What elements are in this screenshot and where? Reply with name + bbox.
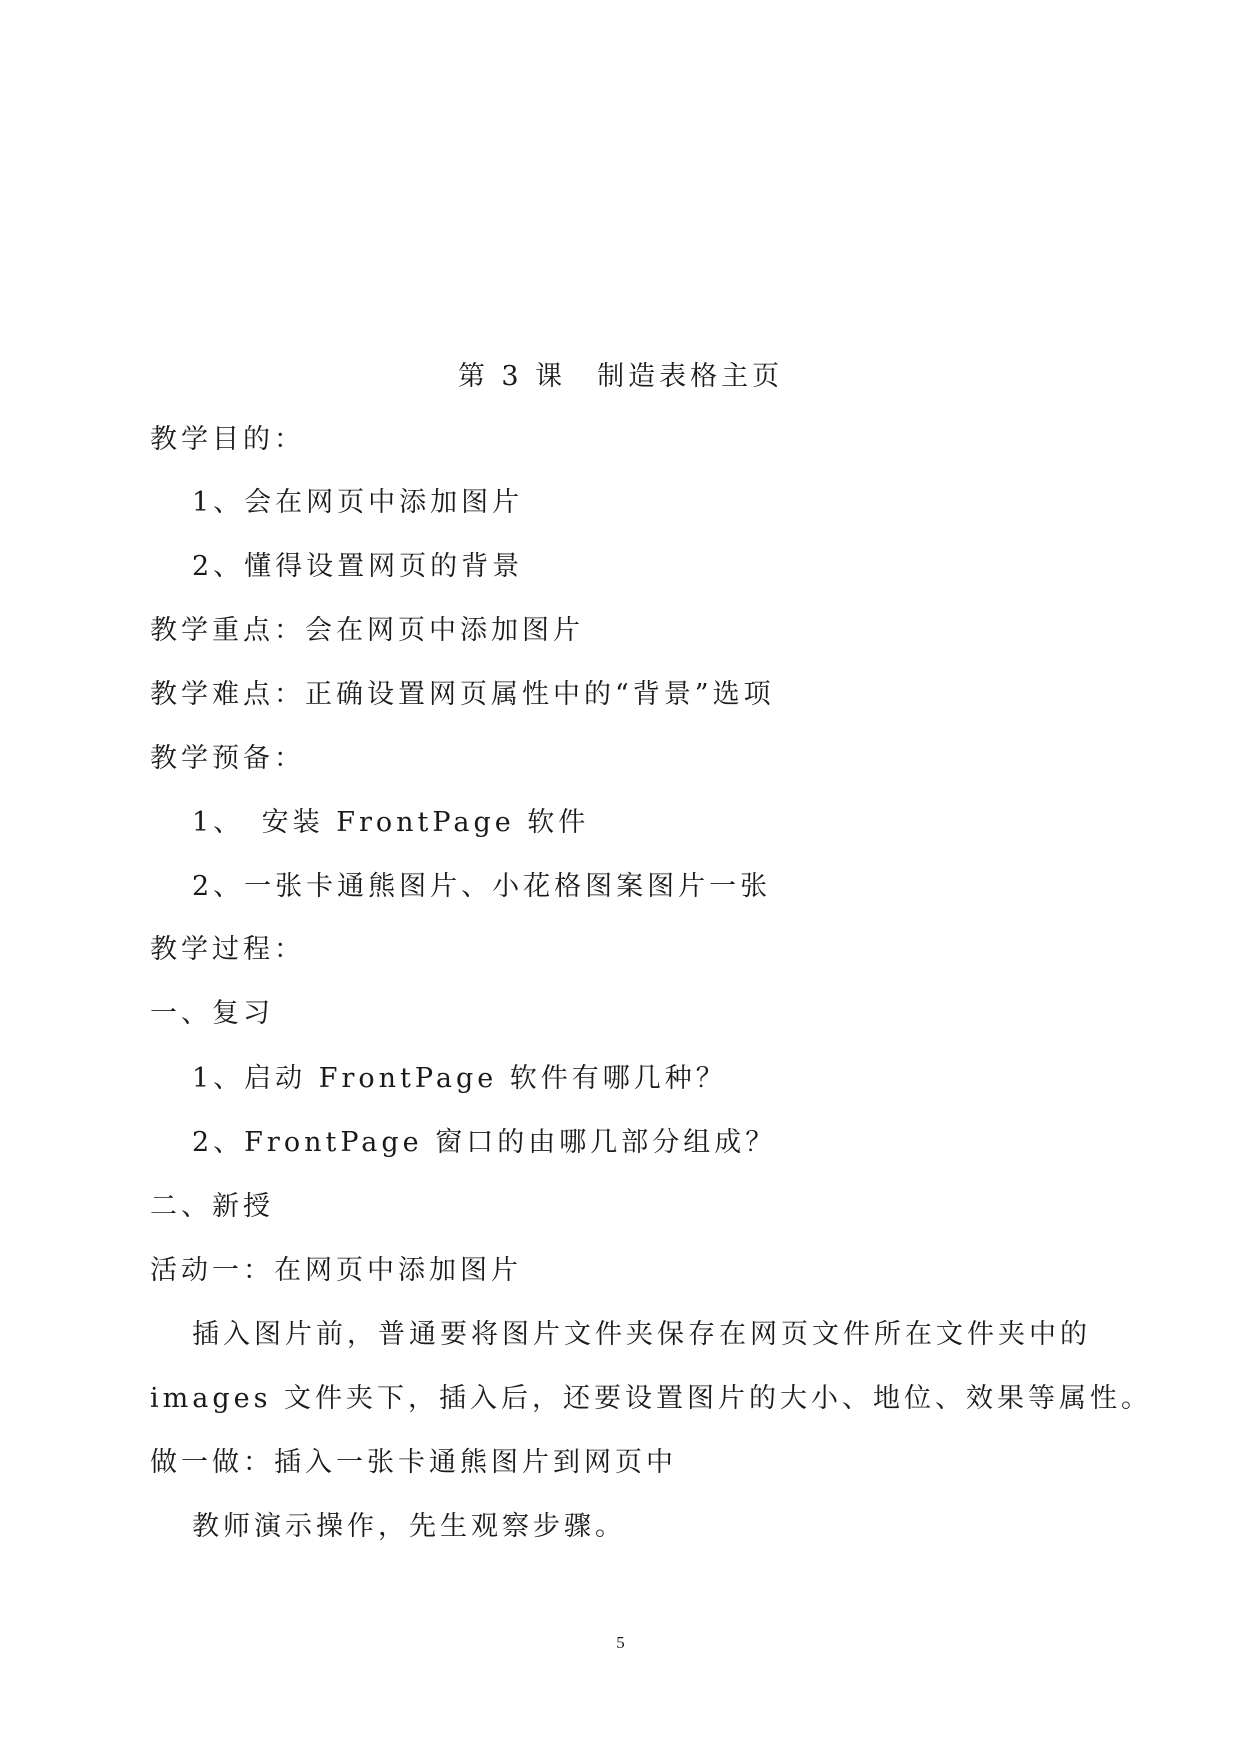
teaching-key-point: 教学重点：会在网页中添加图片 <box>150 615 584 646</box>
preparation-item-2: 2、一张卡通熊图片、小花格图案图片一张 <box>192 871 772 902</box>
review-section-heading: 一、复习 <box>150 998 274 1029</box>
preparation-item-1: 1、 安装 FrontPage 软件 <box>192 807 590 838</box>
teaching-difficulty: 教学难点：正确设置网页属性中的“背景”选项 <box>150 679 775 710</box>
activity-one-heading: 活动一：在网页中添加图片 <box>150 1255 522 1286</box>
teaching-process-heading: 教学过程： <box>150 934 305 965</box>
new-lesson-heading: 二、新授 <box>150 1191 274 1222</box>
objective-item-1: 1、会在网页中添加图片 <box>192 487 524 518</box>
review-question-2: 2、FrontPage 窗口的由哪几部分组成？ <box>192 1127 777 1158</box>
teaching-preparation-heading: 教学预备： <box>150 743 305 774</box>
objective-item-2: 2、懂得设置网页的背景 <box>192 551 524 582</box>
paragraph-line-2: images 文件夹下，插入后，还要设置图片的大小、地位、效果等属性。 <box>150 1383 1153 1414</box>
teaching-objective-heading: 教学目的： <box>150 424 305 455</box>
review-question-1: 1、启动 FrontPage 软件有哪几种？ <box>192 1063 727 1094</box>
lesson-title: 第 3 课 制造表格主页 <box>457 361 784 392</box>
teacher-demo-line: 教师演示操作，先生观察步骤。 <box>192 1511 626 1542</box>
practice-task: 做一做：插入一张卡通熊图片到网页中 <box>150 1447 677 1478</box>
paragraph-line-1: 插入图片前，普通要将图片文件夹保存在网页文件所在文件夹中的 <box>192 1319 1091 1350</box>
page-number: 5 <box>616 1633 625 1652</box>
